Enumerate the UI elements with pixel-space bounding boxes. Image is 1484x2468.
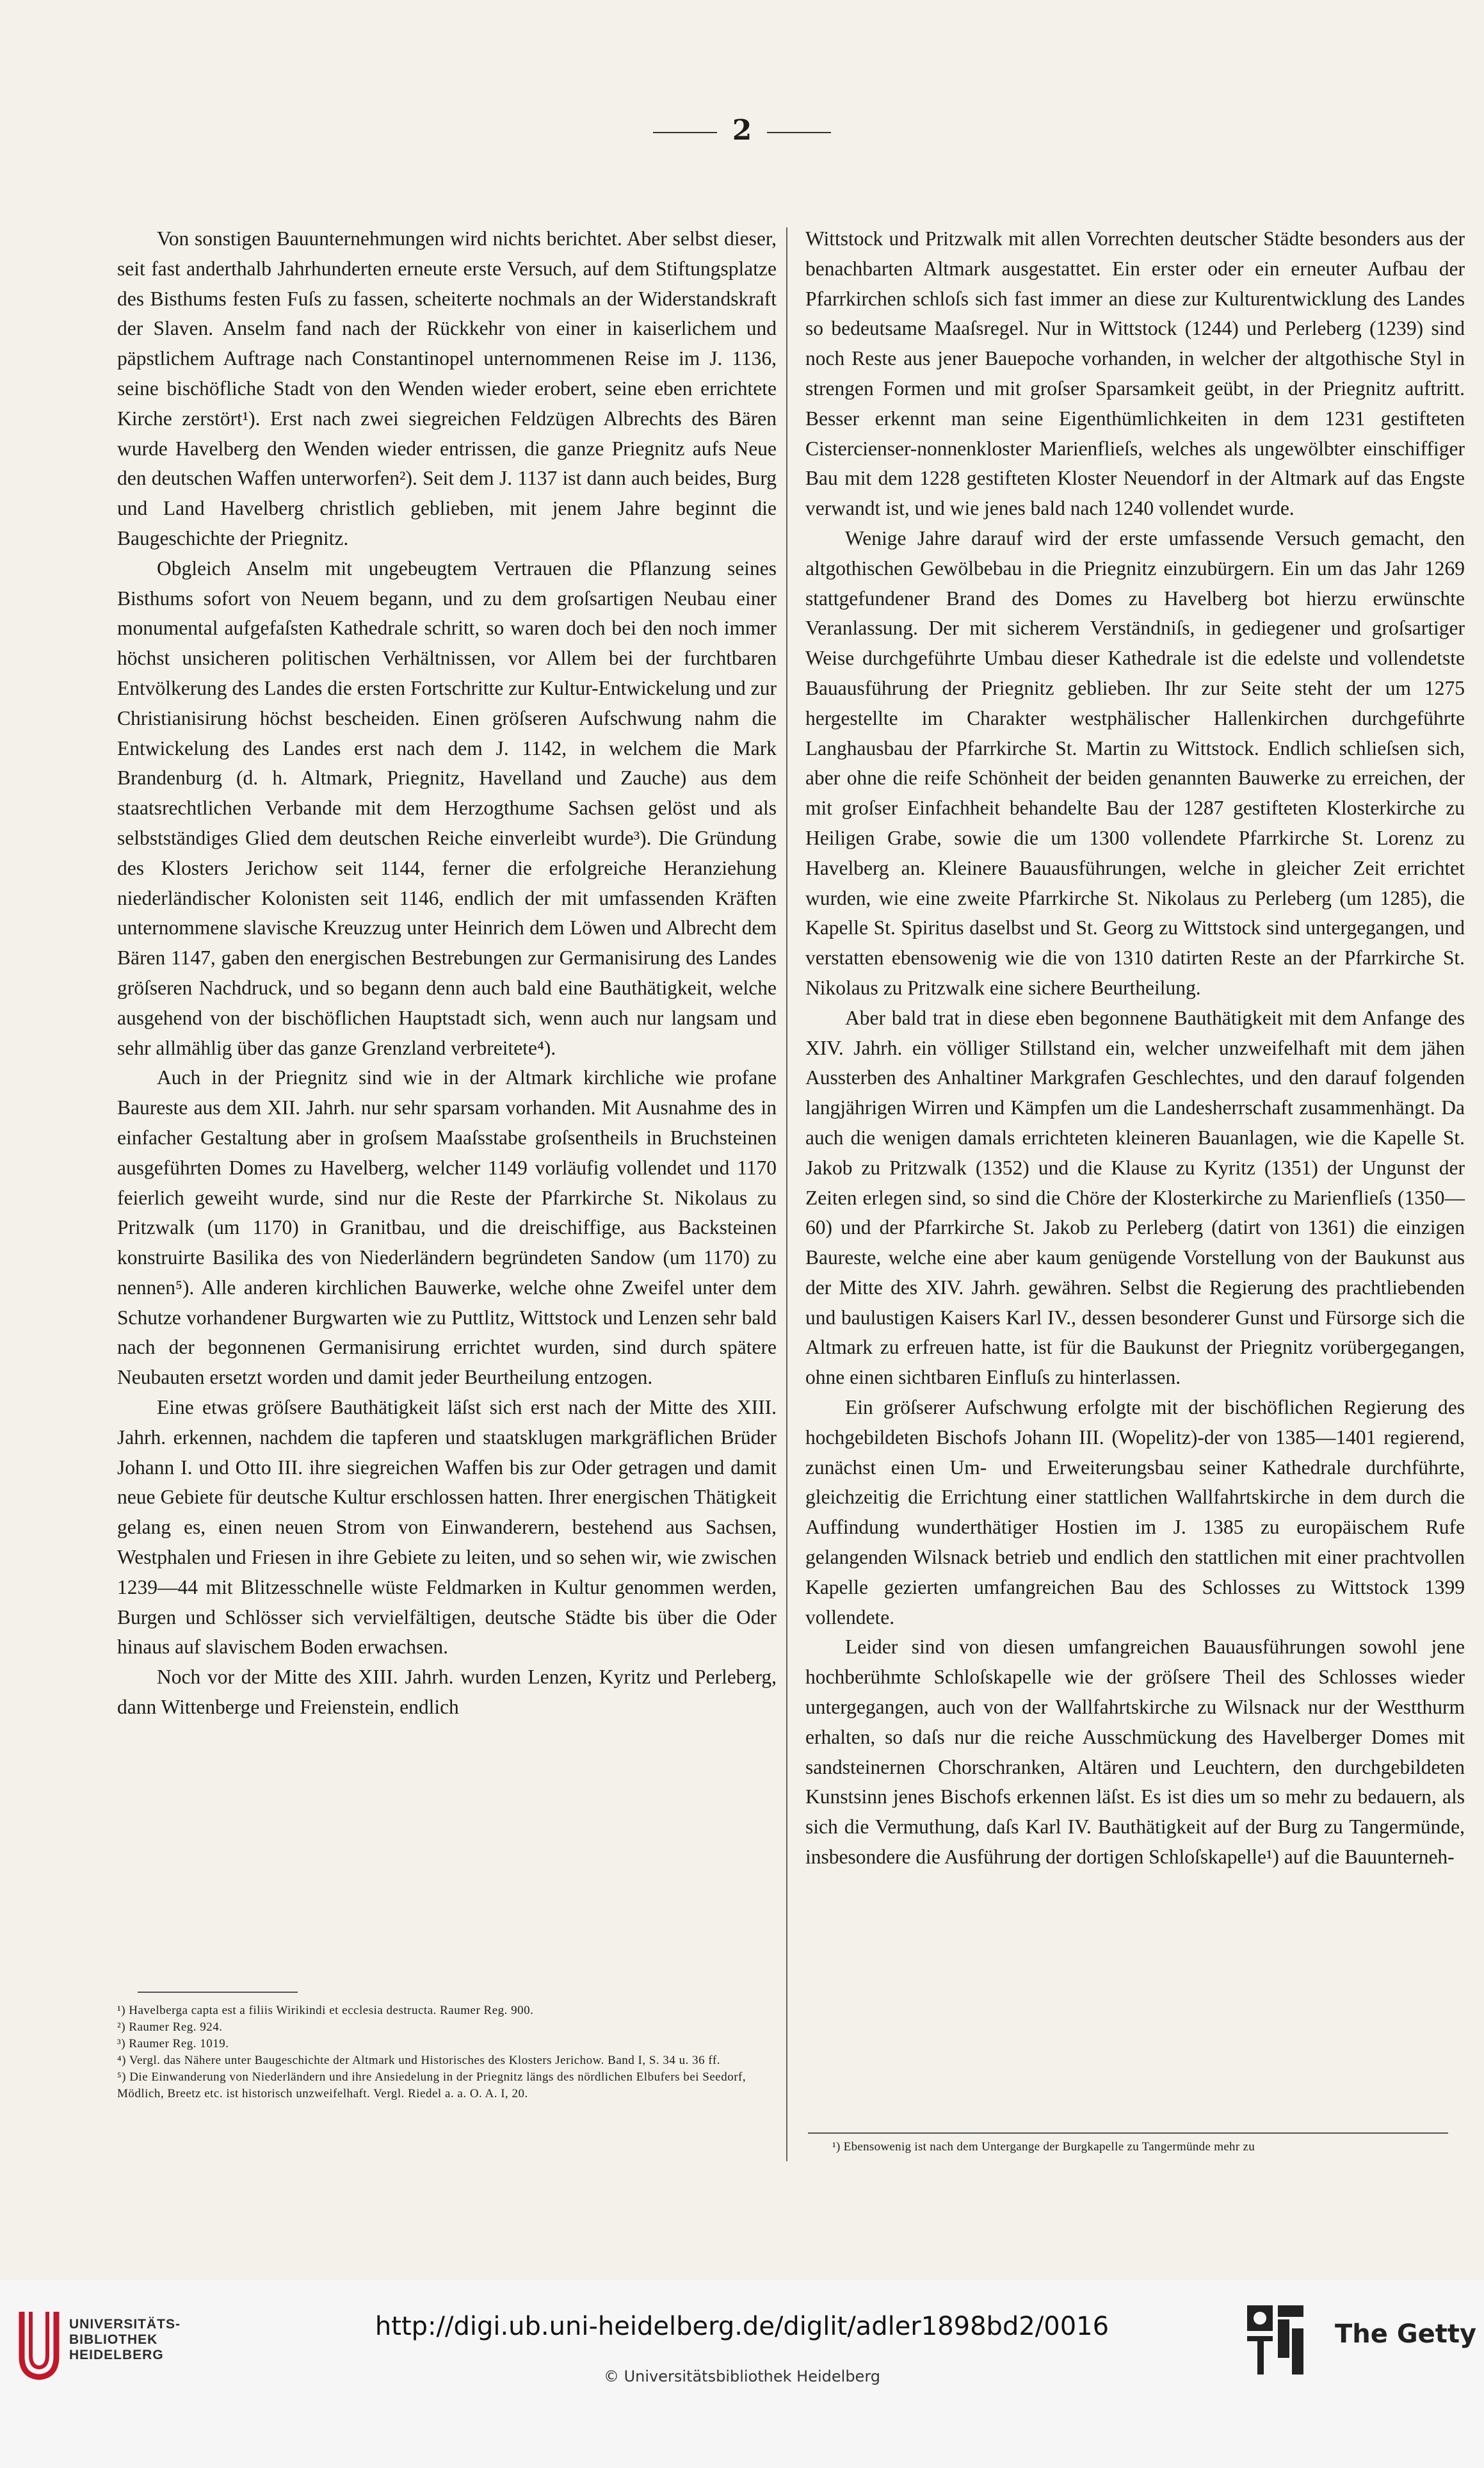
paragraph: Wittstock und Pritzwalk mit allen Vorrechten deutscher Städte besonders aus der benachbarten Altmark ausgestattet. Ein erster oder ein erneuter Aufbau der Pfarrkirchen schloſs sich fast immer an diese zur Kulturentwicklung des Landes so bedeutsame Maaſsregel. Nur in Wittstock (1244) und Perleberg (1239) sind noch Reste aus jener Bauepoche vorhanden, in welcher der altgothische Styl in strengen Formen und mit groſser Sparsamkeit geübt, in der Priegnitz auftritt. Besser erkennt man seine Eigenthümlichkeiten in dem 1231 gestifteten Cistercienser-nonnenkloster Marienflieſs, welches als ungewölbter einschiffiger Bau mit dem 1228 gestifteten Kloster Neuendorf in der Altmark auf das Engste verwandt ist, und wie jenes bald nach 1240 vollendet wurde. [805,227,1465,520]
partner-name: The Getty [1335,2319,1477,2349]
getty-logo-icon [1245,2303,1309,2380]
footnote: ²) Raumer Reg. 924. [117,2020,223,2034]
paragraph: Auch in der Priegnitz sind wie in der Altmark kirchliche wie profane Baureste aus dem XII. Jahrh. nur sehr sparsam vorhanden. Mit Ausnahme des in einfacher Gestaltung aber in groſsem Maaſsstabe groſsentheils in Bruchsteinen ausgeführten Domes zu Havelberg, welcher 1149 vorläufig vollendet und 1170 feierlich geweiht wurde, sind nur die Reste der Pfarrkirche St. Nikolaus zu Pritzwalk (um 1170) in Granitbau, und die dreischiffige, aus Backsteinen konstruirte Basilika des von Niederländern begründeten Sandow (um 1170) zu nennen⁵). Alle anderen kirchlichen Bauwerke, welche ohne Zweifel unter dem Schutze vorhandener Burgwarten wie zu Puttlitz, Wittstock und Lenzen sehr bald nach der begonnenen Germanisirung errichtet wurden, sind durch spätere Neubauten ersetzt worden und damit jeder Beurtheilung entzogen. [117,1066,777,1389]
right-footnotes [832,2139,1460,2155]
viewer-footer [0,2280,1484,2468]
copyright-notice: © Universitätsbibliothek Heidelberg [603,2367,880,2385]
institution-line: HEIDELBERG [69,2348,164,2362]
institution-line: BIBLIOTHEK [69,2332,158,2347]
footnote: ¹) Havelberga capta est a filiis Wirikindi et ecclesia destructa. Raumer Reg. 900. [117,2004,534,2017]
right-text-column [805,224,1465,1872]
left-footnotes [117,2002,764,2102]
footnote: ⁴) Vergl. das Nähere unter Baugeschichte der Altmark und Historisches des Klosters Jerichow. Band I, S. 34 u. 36 ff. [117,2054,720,2067]
paragraph: Eine etwas gröſsere Bauthätigkeit läſst sich erst nach der Mitte des XIII. Jahrh. erkennen, nachdem die tapferen und staatsklugen markgräflichen Brüder Johann I. und Otto III. ihre siegreichen Waffen bis zur Oder getragen und damit neue Gebiete für deutsche Kultur erschlossen hatten. Ihrer energischen Thätigkeit gelang es, einen neuen Strom von Einwanderern, bestehend aus Sachsen, Westphalen und Friesen in ihre Gebiete zu leiten, und so sehen wir, wie zwischen 1239—44 mit Blitzesschnelle wüste Feldmarken in Kultur genommen werden, Burgen und Schlösser sich vervielfältigen, deutsche Städte bis über die Oder hinaus auf slavischem Boden erwachsen. [117,1396,777,1659]
permalink-url[interactable]: http://digi.ub.uni-heidelberg.de/diglit/adler1898bd2/0016 [375,2312,1109,2341]
header-rule-left [653,132,717,133]
paragraph: Aber bald trat in diese eben begonnene Bauthätigkeit mit dem Anfange des XIV. Jahrh. ein völliger Stillstand ein, welcher unzweifelhaft mit dem jähen Aussterben des Anhaltiner Markgrafen Geschlechtes, und den darauf folgenden langjährigen Wirren und Kämpfen um die Landesherrschaft zusammenhängt. Da auch die wenigen damals errichteten kleineren Bauanlagen, wie die Kapelle St. Jakob zu Pritzwalk (1352) und die Klause zu Kyritz (1351) der Ungunst der Zeiten erlegen sind, so sind die Chöre der Klosterkirche zu Marienflieſs (1350—60) und der Pfarrkirche St. Jakob zu Perleberg (datirt von 1361) die einzigen Baureste, welche eine aber kaum genügende Vorstellung von der Baukunst aus der Mitte des XIV. Jahrh. gewähren. Selbst die Regierung des prachtliebenden und baulustigen Kaisers Karl IV., dessen besonderer Gunst und Fürsorge sich die Altmark zu erfreuen hatte, ist für die Baukunst der Priegnitz vorübergegangen, ohne einen sichtbaren Einfluſs zu hinterlassen. [805,1006,1465,1389]
paragraph: Noch vor der Mitte des XIII. Jahrh. wurden Lenzen, Kyritz und Perleberg, dann Wittenberge und Freienstein, endlich [117,1666,777,1719]
paragraph: Obgleich Anselm mit ungebeugtem Vertrauen die Pflanzung seines Bisthums sofort von Neuem begann, und zu dem groſsartigen Neubau einer monumental aufgefaſsten Kathedrale schritt, so waren doch bei den noch immer höchst unsicheren politischen Verhältnissen, vor Allem bei der furchtbaren Entvölkerung des Landes die ersten Fortschritte zur Kultur-Entwickelung und zur Christianisirung höchst bescheiden. Einen gröſseren Aufschwung nahm die Entwickelung des Landes erst nach dem J. 1142, in welchem die Mark Brandenburg (d. h. Altmark, Priegnitz, Havelland und Zauche) aus dem staatsrechtlichen Verbande mit dem Herzogthume Sachsen gelöst und als selbstständiges Glied dem deutschen Reiche einverleibt wurde³). Die Gründung des Klosters Jerichow seit 1144, ferner die erfolgreiche Heranziehung niederländischer Kolonisten seit 1146, endlich der mit umfassenden Kräften unternommene slavische Kreuzzug unter Heinrich dem Löwen und Albrecht dem Bären 1147, gaben den energischen Bestrebungen zur Germanisirung des Landes gröſseren Nachdruck, und so begann denn auch bald eine Bauthätigkeit, welche ausgehend von der bischöflichen Hauptstadt sich, wenn auch nur langsam und sehr allmählig über das ganze Grenzland verbreitete⁴). [117,556,777,1059]
paragraph: Ein gröſserer Aufschwung erfolgte mit der bischöflichen Regierung des hochgebildeten Bischofs Johann III. (Wopelitz)-der von 1385—1401 regierend, zunächst einen Um- und Erweiterungsbau seiner Kathedrale durchführte, gleichzeitig die Errichtung einer stattlichen Wallfahrtskirche in dem durch die Auffindung wunderthätiger Hostien im J. 1385 zu europäischem Rufe gelangenden Wilsnack betrieb und endlich den stattlichen mit einer prachtvollen Kapelle gezierten umfangreichen Bau des Schlosses zu Wittstock 1399 vollendete. [805,1396,1465,1628]
left-text-column [117,224,777,1723]
column-divider [786,227,787,2161]
footnote: ¹) Ebensowenig ist nach dem Untergange der Burgkapelle zu Tangermünde mehr zu [832,2140,1255,2154]
footnote: ³) Raumer Reg. 1019. [117,2037,229,2050]
paragraph: Von sonstigen Bauunternehmungen wird nichts berichtet. Aber selbst dieser, seit fast anderthalb Jahrhunderten erneute erste Versuch, auf dem Stiftungsplatze des Bisthums festen Fuſs zu fassen, scheiterte nochmals an der Widerstandskraft der Slaven. Anselm fand nach der Rückkehr von einer in kaiserlichem und päpstlichem Auftrage nach Constantinopel unternommenen Reise im J. 1136, seine bischöfliche Stadt von den Wenden wieder erobert, seine eben errichtete Kirche zerstört¹). Erst nach zwei siegreichen Feldzügen Albrechts des Bären wurde Havelberg den Wenden wieder entrissen, die ganze Priegnitz aufs Neue den deutschen Waffen unterworfen²). Seit dem J. 1137 ist dann auch beides, Burg und Land Havelberg christlich geblieben, mit jenem Jahre beginnt die Baugeschichte der Priegnitz. [117,227,777,549]
institution-line: UNIVERSITÄTS- [69,2317,181,2332]
footnote-rule-left [138,1992,298,1993]
page-number-header [0,114,1484,147]
footnote-rule-right [808,2132,1448,2134]
paragraph: Wenige Jahre darauf wird der erste umfassende Versuch gemacht, den altgothischen Gewölbebau in die Priegnitz einzubürgern. Ein um das Jahr 1269 stattgefundener Brand des Domes zu Havelberg bot hierzu erwünschte Veranlassung. Der mit sicherem Verständniſs, in gediegener und groſsartiger Weise durchgeführte Umbau dieser Kathedrale ist die edelste und vollendetste Bauausführung der Priegnitz geblieben. Ihr zur Seite steht der um 1275 hergestellte im Charakter westphälischer Hallenkirchen durchgeführte Langhausbau der Pfarrkirche St. Martin zu Wittstock. Endlich schlieſsen sich, aber ohne die reife Schönheit der beiden genannten Bauwerke zu erreichen, der mit groſser Einfachheit behandelte Bau der 1287 gestifteten Klosterkirche zu Heiligen Grabe, sowie die um 1300 vollendete Pfarrkirche St. Lorenz zu Havelberg an. Kleinere Bauausführungen, welche in gleicher Zeit errichtet wurden, wie eine zweite Pfarrkirche St. Nikolaus zu Perleberg (um 1285), die Kapelle St. Spiritus daselbst und St. Georg zu Wittstock sind untergegangen, und verstatten ebensowenig wie die von 1310 datirten Reste an der Pfarrkirche St. Nikolaus zu Pritzwalk eine sichere Beurtheilung. [805,526,1465,999]
header-rule-right [767,132,831,133]
page-number: 2 [732,114,752,147]
footnote: ⁵) Die Einwanderung von Niederländern und ihre Ansiedelung in der Priegnitz längs des nördlichen Elbufers bei Seedorf, Mödlich, Breetz etc. ist historisch unzweifelhaft. Vergl. Riedel a. a. O. A. I, 20. [117,2070,746,2100]
paragraph: Leider sind von diesen umfangreichen Bauausführungen sowohl jene hochberühmte Schloſskapelle wie der gröſsere Theil des Schlosses wieder untergegangen, auch von der Wallfahrtskirche zu Wilsnack nur der Westthurm erhalten, so daſs nur die reiche Ausschmückung des Havelberger Domes mit sandsteinernen Chorschranken, Altären und Leuchtern, den durchgebildeten Kunstsinn jenes Bischofs erkennen läſst. Es ist dies um so mehr zu bedauern, als sich die Vermuthung, daſs Karl IV. Bauthätigkeit auf der Burg zu Tangermünde, insbesondere die Ausführung der dortigen Schloſskapelle¹) auf die Bauunterneh- [805,1636,1465,1869]
